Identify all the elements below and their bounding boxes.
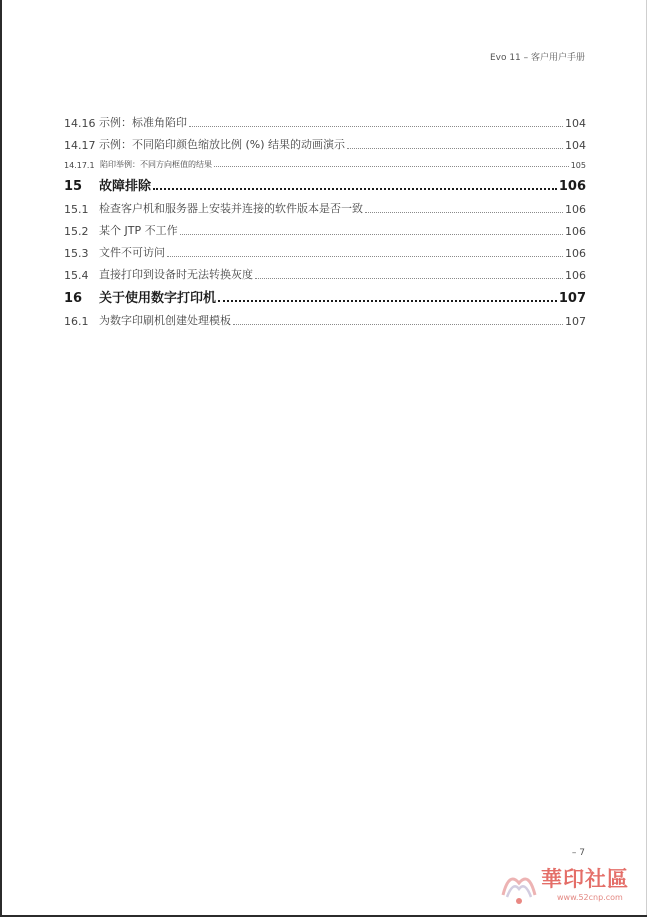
toc-entry-number: 14.17	[64, 139, 96, 152]
toc-leader-dots	[347, 147, 563, 149]
toc-entry-title: 直接打印到设备时无法转换灰度	[99, 268, 253, 281]
page-border-left	[0, 0, 2, 917]
toc-entry-number: 15.3	[64, 247, 89, 260]
toc-entry-page: 105	[570, 161, 586, 170]
running-header: Evo 11 – 客户用户手册	[489, 53, 585, 63]
toc-leader-dots	[214, 165, 569, 167]
toc-entry-title: 检查客户机和服务器上安装并连接的软件版本是否一致	[99, 202, 363, 215]
toc-entry-page: 107	[558, 291, 586, 306]
toc-entry-number: 15.2	[64, 225, 89, 238]
toc-entry-title: 关于使用数字打印机	[99, 291, 217, 306]
toc-entry-page: 106	[565, 269, 586, 282]
toc-entry-14-17[interactable]	[64, 130, 586, 152]
watermark-logo-icon	[499, 865, 539, 907]
toc-entry-page: 104	[565, 117, 586, 130]
toc-entry-number: 14.16	[64, 117, 96, 130]
toc-entry-15-3[interactable]	[64, 238, 586, 260]
watermark	[499, 863, 639, 911]
watermark-text: 華印社區	[541, 866, 629, 891]
toc-entry-title: 某个 JTP 不工作	[99, 224, 178, 237]
toc-entry-title: 文件不可访问	[99, 246, 165, 259]
toc-leader-dots	[255, 277, 563, 279]
toc-leader-dots	[189, 125, 563, 127]
toc-entry-15-1[interactable]	[64, 194, 586, 216]
toc-entry-page: 104	[565, 139, 586, 152]
toc-leader-dots	[218, 299, 557, 302]
toc-leader-dots	[167, 255, 563, 257]
toc-entry-14-16[interactable]	[64, 108, 586, 130]
page-number: – 7	[571, 848, 585, 858]
toc-entry-title: 陷印举例：不同方向框值的结果	[100, 160, 212, 169]
toc-entry-title: 示例：标准角陷印	[99, 116, 187, 129]
toc-entry-16-1[interactable]	[64, 306, 586, 328]
toc-entry-number: 16.1	[64, 315, 89, 328]
toc-entry-title: 示例：不同陷印颜色缩放比例 (%) 结果的动画演示	[99, 138, 346, 151]
toc-leader-dots	[365, 211, 563, 213]
toc-entry-number: 15	[64, 179, 83, 194]
toc-chapter-16[interactable]	[64, 282, 586, 306]
toc-entry-title: 故障排除	[99, 179, 152, 194]
toc-entry-14-17-1[interactable]	[64, 152, 586, 170]
toc-entry-page: 106	[558, 179, 586, 194]
toc-entry-15-4[interactable]	[64, 260, 586, 282]
toc-entry-page: 106	[565, 203, 586, 216]
toc-entry-title: 为数字印刷机创建处理模板	[99, 314, 231, 327]
toc-entry-page: 107	[565, 315, 586, 328]
toc-entry-number: 16	[64, 291, 83, 306]
watermark-url: www.52cnp.com	[557, 893, 623, 902]
toc-entry-number: 14.17.1	[64, 161, 95, 170]
toc-entry-number: 15.1	[64, 203, 89, 216]
toc-chapter-15[interactable]	[64, 170, 586, 194]
toc-entry-page: 106	[565, 225, 586, 238]
toc-leader-dots	[180, 233, 563, 235]
toc-leader-dots	[153, 187, 557, 190]
toc-entry-number: 15.4	[64, 269, 89, 282]
toc-entry-page: 106	[565, 247, 586, 260]
table-of-contents	[64, 108, 586, 328]
toc-entry-15-2[interactable]	[64, 216, 586, 238]
toc-leader-dots	[233, 323, 563, 325]
